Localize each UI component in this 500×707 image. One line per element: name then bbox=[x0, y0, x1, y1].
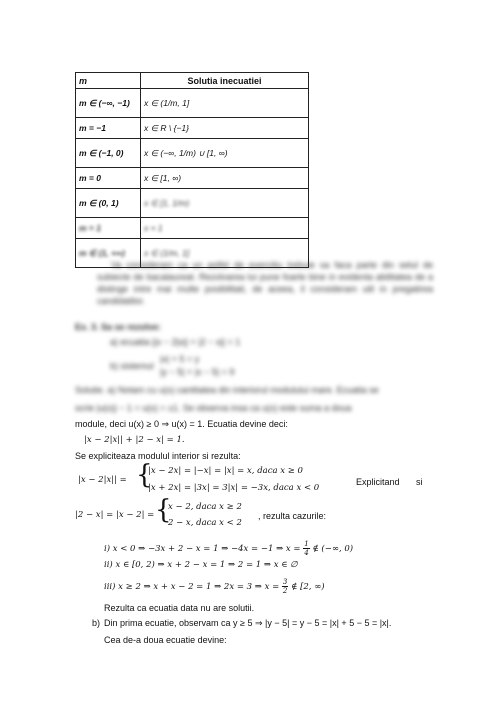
explicitand-word: Explicitand bbox=[356, 477, 400, 487]
table-row bbox=[76, 189, 309, 218]
explain-line: Se expliciteaza modulul interior si rezulta: bbox=[75, 451, 241, 461]
exercise-a: a) ecuatia ||x − 2|x|| + |2 − x|| = 1 bbox=[110, 337, 241, 347]
cell-solution: x ∈ [1, ∞) bbox=[141, 168, 309, 189]
cell-solution: x ∈ R \ {−1} bbox=[141, 118, 309, 139]
cell-m: m ∈ (0, 1) bbox=[76, 189, 141, 218]
part-b-second: Cea de-a doua ecuatie devine: bbox=[104, 635, 227, 645]
solution-table bbox=[75, 72, 309, 268]
no-solution-line: Rezulta ca ecuatia data nu are solutii. bbox=[104, 603, 255, 613]
cell-solution: x ∈ [1, 1/m) bbox=[141, 189, 309, 218]
case-i-text: i) x < 0 ⇒ −3x + 2 − x = 1 ⇒ −4x = −1 ⇒ x = bbox=[104, 544, 301, 554]
part-b-line: Din prima ecuatie, observam ca y ≥ 5 ⇒ |y − 5| = y − 5 = |x| + 5 − 5 = |x|. bbox=[104, 618, 392, 628]
system-eq1: |x| + 5 = y bbox=[160, 354, 200, 364]
case2-lhs: |2 − x| = |x − 2| = bbox=[75, 510, 155, 520]
solution-line-1: Solutie. a) Notam cu u(x) cantitatea din interiorul modulului mare. Ecuatia se bbox=[75, 385, 379, 395]
header-m: m bbox=[76, 73, 141, 89]
case1-lhs: |x − 2|x|| = bbox=[78, 475, 127, 485]
left-brace: { bbox=[155, 495, 172, 525]
cell-solution: x = 1 bbox=[141, 218, 309, 239]
case-i bbox=[104, 540, 353, 557]
fraction: $\frac{3}{2}$ bbox=[282, 578, 288, 595]
moduli-line: module, deci u(x) ≥ 0 ⇒ u(x) = 1. Ecuatia devine deci: bbox=[75, 419, 288, 429]
exercise-b: b) sistemul bbox=[110, 361, 154, 371]
system-eq2: |y − 5| + |x − 5| = 9 bbox=[160, 367, 235, 377]
case-ii: ii) x ∈ [0, 2) ⇒ x + 2 − x = 1 ⇒ 2 = 1 ⇒ x ∈ ∅ bbox=[104, 560, 298, 570]
case-i-tail: ∉ (−∞, 0) bbox=[312, 544, 354, 554]
exercise-label: Ex. 3. Sa se rezolve: bbox=[75, 322, 162, 332]
equation-line: |x − 2|x|| + |2 − x| = 1. bbox=[84, 435, 185, 445]
case-iii-text: iii) x ≥ 2 ⇒ x + x − 2 = 1 ⇒ 2x = 3 ⇒ x = bbox=[104, 582, 280, 592]
part-b-label: b) bbox=[92, 618, 101, 628]
cell-m: m ∈ (−1, 0) bbox=[76, 139, 141, 168]
cell-m: m ∈ (1, +∞) bbox=[76, 239, 141, 268]
table-header-row bbox=[76, 73, 309, 89]
case-iii-tail: ∉ [2, ∞) bbox=[291, 582, 325, 592]
table-row bbox=[76, 139, 309, 168]
case-iii bbox=[104, 578, 325, 595]
table-row bbox=[76, 218, 309, 239]
cell-m: m ∈ (−∞, −1) bbox=[76, 89, 141, 118]
cell-m: m = 0 bbox=[76, 168, 141, 189]
case1-top: |x − 2x| = |−x| = |x| = x, daca x ≥ 0 bbox=[148, 466, 303, 476]
si-word: si bbox=[416, 477, 423, 487]
table-row bbox=[76, 89, 309, 118]
cell-solution: x ∈ (1/m, 1] bbox=[141, 239, 309, 268]
left-brace: { bbox=[136, 460, 153, 490]
case1-bottom: |x + 2x| = |3x| = 3|x| = −3x, daca x < 0 bbox=[148, 483, 320, 493]
cell-solution: x ∈ (−∞, 1/m) ∪ [1, ∞) bbox=[141, 139, 309, 168]
case2-tail: , rezulta cazurile: bbox=[258, 511, 327, 521]
cell-solution: x ∈ (1/m, 1] bbox=[141, 89, 309, 118]
cell-m: m = −1 bbox=[76, 118, 141, 139]
cell-m: m = 1 bbox=[76, 218, 141, 239]
intro-paragraph: Va consideram ca un astfel de exercitiu trebuie sa faca parte din setul de subiecte de bacalaureat. Rezolvarea lui pune foarte bine in evidenta abilitatea de a distinge intre mai multe posibilitati, de aceea, il consideram util in pregatirea candidatilor. bbox=[97, 260, 433, 306]
header-solution: Solutia inecuatiei bbox=[141, 73, 309, 89]
table-row bbox=[76, 118, 309, 139]
table-row bbox=[76, 168, 309, 189]
case2-top: x − 2, daca x ≥ 2 bbox=[168, 502, 242, 512]
solution-line-2: scrie |u(x)| − 1 = u(x) = ±1. Se observa insa ca u(x) este suma a doua bbox=[75, 403, 352, 413]
case2-bottom: 2 − x, daca x < 2 bbox=[168, 518, 242, 528]
fraction: $\frac{1}{4}$ bbox=[304, 540, 309, 557]
